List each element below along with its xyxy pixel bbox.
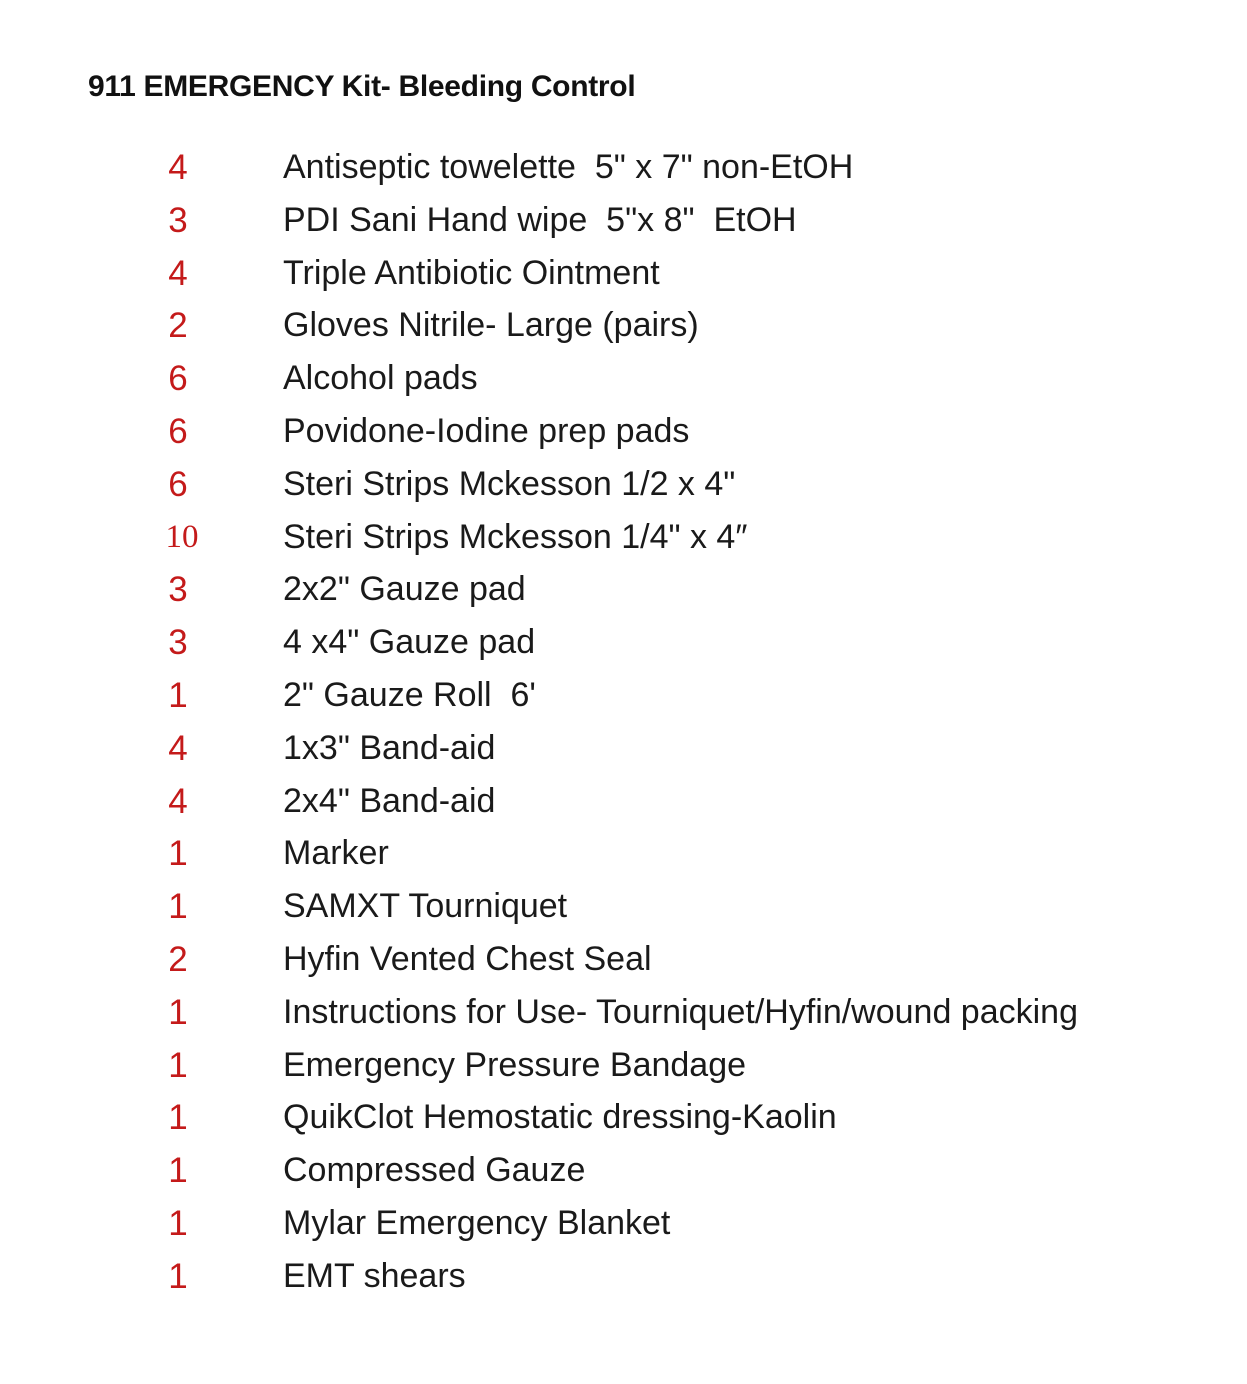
- list-item: [0, 671, 1247, 724]
- item-description: 4 x4" Gauze pad: [283, 623, 536, 662]
- list-item: [0, 407, 1247, 460]
- item-quantity: 3: [168, 200, 188, 240]
- list-item: [0, 935, 1247, 988]
- item-quantity: 3: [168, 623, 188, 663]
- item-description: Mylar Emergency Blanket: [283, 1203, 671, 1242]
- item-quantity: 4: [168, 253, 188, 293]
- item-quantity: 1: [168, 1098, 188, 1138]
- list-item: [0, 618, 1247, 671]
- item-quantity: 6: [168, 411, 188, 451]
- item-quantity: 2: [168, 939, 188, 979]
- list-item: [0, 460, 1247, 513]
- item-quantity: 6: [168, 359, 188, 399]
- item-quantity: 1: [168, 1203, 188, 1243]
- list-item: [0, 1252, 1247, 1305]
- item-description: Steri Strips Mckesson 1/2 x 4": [283, 464, 736, 503]
- item-description: 1x3" Band-aid: [283, 728, 496, 767]
- item-description: Compressed Gauze: [283, 1151, 586, 1190]
- item-quantity: 1: [168, 1045, 188, 1085]
- item-quantity: 1: [168, 887, 188, 927]
- supply-list: [0, 143, 1247, 1305]
- list-item: [0, 249, 1247, 302]
- item-quantity: 2: [168, 306, 188, 346]
- list-item: [0, 513, 1247, 566]
- item-description: EMT shears: [283, 1256, 466, 1295]
- list-item: [0, 1041, 1247, 1094]
- list-item: [0, 196, 1247, 249]
- page-title: 911 EMERGENCY Kit- Bleeding Control: [88, 70, 636, 103]
- item-description: Gloves Nitrile- Large (pairs): [283, 306, 699, 345]
- item-description: Triple Antibiotic Ointment: [283, 253, 660, 292]
- item-description: 2x2" Gauze pad: [283, 570, 526, 609]
- item-quantity: 1: [168, 1151, 188, 1191]
- item-quantity: 10: [165, 518, 199, 555]
- list-item: [0, 724, 1247, 777]
- list-item: [0, 565, 1247, 618]
- item-description: 2" Gauze Roll 6': [283, 675, 536, 714]
- item-quantity: 1: [168, 834, 188, 874]
- list-item: [0, 988, 1247, 1041]
- item-quantity: 4: [168, 148, 188, 187]
- item-quantity: 1: [168, 675, 188, 715]
- list-item: [0, 301, 1247, 354]
- list-item: [0, 1093, 1247, 1146]
- item-description: Povidone-Iodine prep pads: [283, 411, 690, 450]
- item-quantity: 4: [168, 728, 188, 768]
- item-description: SAMXT Tourniquet: [283, 887, 568, 926]
- list-item: [0, 354, 1247, 407]
- item-quantity: 4: [168, 781, 188, 821]
- list-item: [0, 777, 1247, 830]
- item-quantity: 6: [168, 464, 188, 504]
- list-item: [0, 143, 1247, 196]
- list-item: [0, 829, 1247, 882]
- item-description: Emergency Pressure Bandage: [283, 1045, 747, 1084]
- item-description: Steri Strips Mckesson 1/4" x 4″: [283, 517, 748, 556]
- list-item: [0, 882, 1247, 935]
- item-description: QuikClot Hemostatic dressing-Kaolin: [283, 1098, 837, 1137]
- item-quantity: 1: [168, 1256, 188, 1296]
- item-description: Marker: [283, 834, 389, 873]
- list-item: [0, 1199, 1247, 1252]
- item-description: 2x4" Band-aid: [283, 781, 496, 820]
- item-description: PDI Sani Hand wipe 5"x 8" EtOH: [283, 200, 797, 239]
- item-description: Alcohol pads: [283, 359, 478, 398]
- item-description: Instructions for Use- Tourniquet/Hyfin/wound packing: [283, 992, 1078, 1031]
- item-quantity: 3: [168, 570, 188, 610]
- item-quantity: 1: [168, 992, 188, 1032]
- list-item: [0, 1146, 1247, 1199]
- item-description: Antiseptic towelette 5" x 7" non-EtOH: [283, 148, 854, 186]
- item-description: Hyfin Vented Chest Seal: [283, 939, 652, 978]
